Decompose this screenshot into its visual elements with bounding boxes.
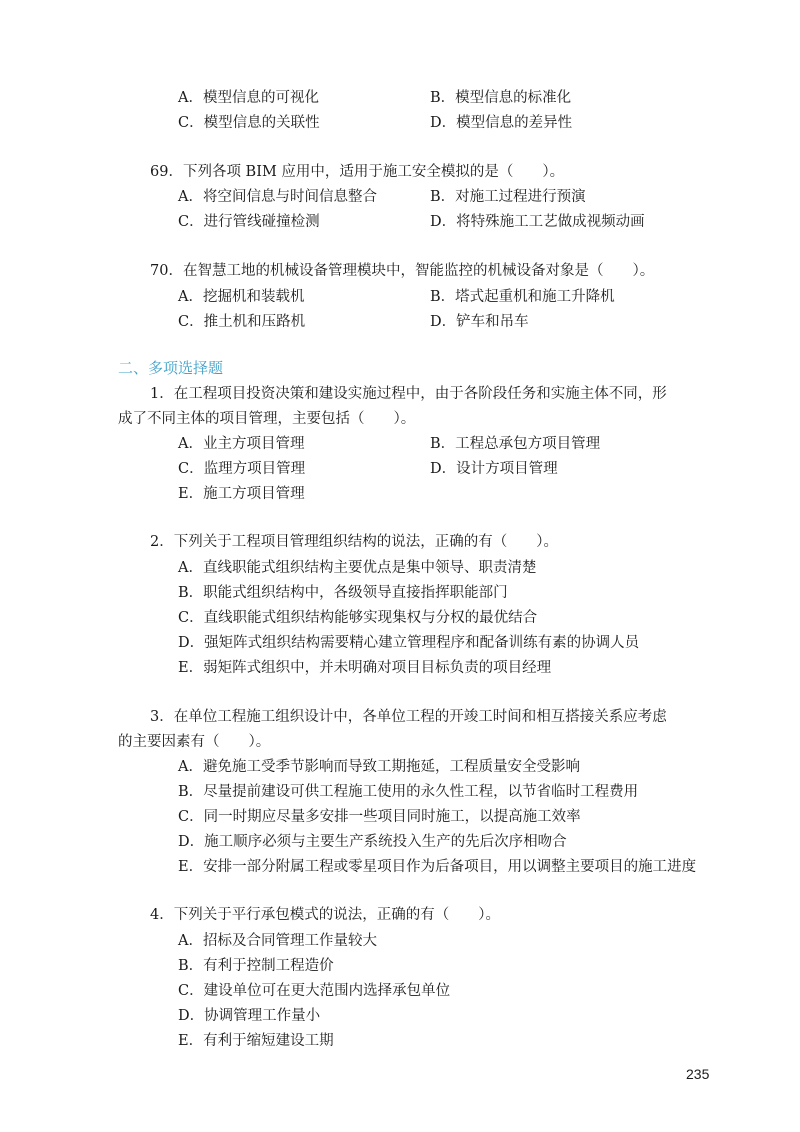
- m2-option-a: A．直线职能式组织结构主要优点是集中领导、职责清楚: [178, 560, 537, 576]
- m1-option-a: A．业主方项目管理: [178, 436, 305, 452]
- m2-option-e: E．弱矩阵式组织中，并未明确对项目目标负责的项目经理: [178, 660, 552, 676]
- m3-option-d: D．施工顺序必须与主要生产系统投入生产的先后次序相吻合: [178, 834, 567, 850]
- page-number: 235: [686, 1066, 710, 1082]
- m4-stem: 4．下列关于平行承包模式的说法，正确的有（ ）。: [150, 907, 500, 923]
- q69-option-b: B．对施工过程进行预演: [430, 189, 586, 205]
- m4-option-d: D．协调管理工作量小: [178, 1008, 321, 1024]
- m3-option-b: B．尽量提前建设可供工程施工使用的永久性工程，以节省临时工程费用: [178, 784, 639, 800]
- m1-option-d: D．设计方项目管理: [430, 461, 558, 477]
- q68-option-c: C．模型信息的关联性: [178, 115, 320, 131]
- m2-stem: 2．下列关于工程项目管理组织结构的说法，正确的有（ ）。: [150, 534, 558, 550]
- m2-option-b: B．职能式组织结构中，各级领导直接指挥职能部门: [178, 585, 508, 601]
- m1-option-e: E．施工方项目管理: [178, 486, 305, 502]
- q70-option-a: A．挖掘机和装载机: [178, 289, 305, 305]
- q70-option-b: B．塔式起重机和施工升降机: [430, 289, 615, 305]
- m3-option-a: A．避免施工受季节影响而导致工期拖延，工程质量安全受影响: [178, 759, 580, 775]
- m2-option-c: C．直线职能式组织结构能够实现集权与分权的最优结合: [178, 610, 538, 626]
- m3-stem-line1: 3．在单位工程施工组织设计中，各单位工程的开竣工时间和相互搭接关系应考虑: [150, 709, 667, 725]
- q70-option-d: D．铲车和吊车: [430, 314, 529, 330]
- m3-stem-line2: 的主要因素有（ ）。: [118, 734, 271, 750]
- m1-stem-line2: 成了不同主体的项目管理，主要包括（ ）。: [118, 411, 416, 427]
- q69-option-a: A．将空间信息与时间信息整合: [178, 189, 377, 205]
- q68-option-b: B．模型信息的标准化: [430, 90, 572, 106]
- q70-stem: 70．在智慧工地的机械设备管理模块中，智能监控的机械设备对象是（ ）。: [150, 263, 655, 279]
- m1-option-c: C．监理方项目管理: [178, 461, 306, 477]
- m4-option-e: E．有利于缩短建设工期: [178, 1033, 334, 1049]
- q69-option-c: C．进行管线碰撞检测: [178, 214, 320, 230]
- m3-option-c: C．同一时期应尽量多安排一些项目同时施工，以提高施工效率: [178, 809, 581, 825]
- m3-option-e: E．安排一部分附属工程或零星项目作为后备项目，用以调整主要项目的施工进度: [178, 859, 697, 875]
- m4-option-c: C．建设单位可在更大范围内选择承包单位: [178, 983, 451, 999]
- m4-option-b: B．有利于控制工程造价: [178, 958, 334, 974]
- q70-option-c: C．推土机和压路机: [178, 314, 306, 330]
- section-heading: 二、多项选择题: [118, 359, 224, 377]
- m2-option-d: D．强矩阵式组织结构需要精心建立管理程序和配备训练有素的协调人员: [178, 635, 640, 651]
- q68-option-d: D．模型信息的差异性: [430, 115, 573, 131]
- m1-stem-line1: 1．在工程项目投资决策和建设实施过程中，由于各阶段任务和实施主体不同，形: [150, 386, 667, 402]
- q69-option-d: D．将特殊施工工艺做成视频动画: [430, 214, 645, 230]
- m1-option-b: B．工程总承包方项目管理: [430, 436, 601, 452]
- m4-option-a: A．招标及合同管理工作量较大: [178, 933, 377, 949]
- q69-stem: 69．下列各项 BIM 应用中，适用于施工安全模拟的是（ ）。: [150, 164, 565, 180]
- q68-option-a: A．模型信息的可视化: [178, 90, 319, 106]
